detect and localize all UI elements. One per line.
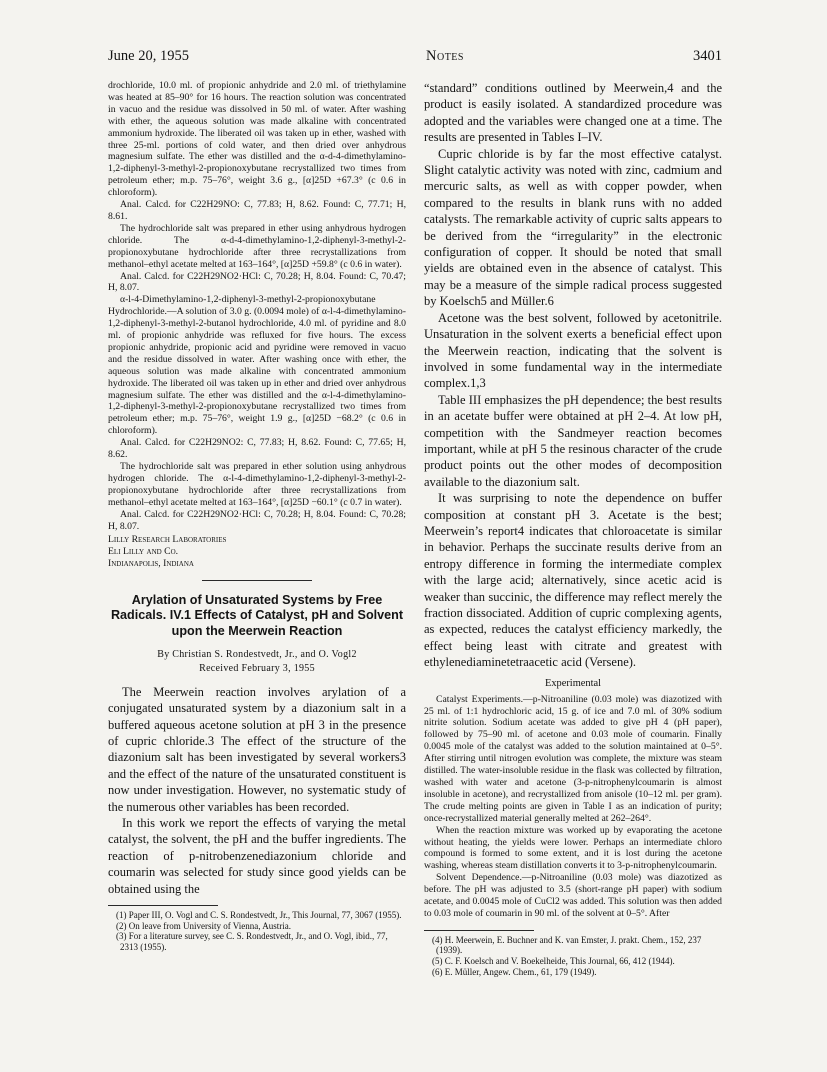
article-authors: By Christian S. Rondestvedt, Jr., and O. Vogl2 xyxy=(157,648,357,660)
article-title: Arylation of Unsaturated Systems by Free Radicals. IV.1 Effects of Catalyst, pH and Solvent upon the Meerwein Reaction xyxy=(110,593,404,638)
body-paragraph: In this work we report the effects of varying the metal catalyst, the solvent, the pH and the buffer ingredients. The reaction of p-nitrobenzenediazonium chloride and coumarin was selected for study since good yields can be obtained using the xyxy=(108,816,406,896)
footnote: (2) On leave from University of Vienna, Austria. xyxy=(116,920,291,931)
analysis-line: Anal. Calcd. for C22H29NO2·HCl: C, 70.28; H, 8.04. Found: C, 70.28; H, 8.07. xyxy=(108,508,406,532)
experimental-paragraph: Solvent Dependence.—p-Nitroaniline (0.03 mole) was diazotized as before. The pH was adjusted to 3.5 (short-range pH paper) with sodium acetate, and 0.0045 mole of CuCl2 was added. This solution was then added to 0.03 mole of coumarin in 90 ml. of the solvent at 0–5°. After xyxy=(424,872,722,919)
footnote: (4) H. Meerwein, E. Buchner and K. van Emster, J. prakt. Chem., 152, 237 (1939). xyxy=(432,934,702,956)
body-paragraph: Cupric chloride is by far the most effective catalyst. Slight catalytic activity was noted with zinc, cadmium and mercuric salts, as well as with copper powder, when compared to the results in blank runs with no added catalysts. The remarkable activity of cupric salts appears to be derived from the “irregularity” in the electronic configuration of copper. It should be noted that small yields are obtained even in the absence of catalyst. This may be a measure of the simple radical process suggested by Koelsch5 and Müller.6 xyxy=(424,146,722,309)
footnote: (5) C. F. Koelsch and V. Boekelheide, This Journal, 66, 412 (1944). xyxy=(432,956,675,967)
experimental-paragraph: When the reaction mixture was worked up by evaporating the acetone without heating, the yields were lower. Perhaps an intermediate chloro compound is formed to some extent, and it is lost during the acetone washing, whereas steam distillation converts it to 3-p-nitrophenylcoumarin. xyxy=(424,824,722,872)
paragraph: The hydrochloride salt was prepared in ether using anhydrous hydrogen chloride. The α-d-4-dimethylamino-1,2-diphenyl-3-methyl-2-propionoxybutane hydrochloride after three recrystallizations from methanol–ethyl acetate melted at 163–164°, [α]25D +59.8° (c 0.6 in water). xyxy=(108,222,406,270)
right-column xyxy=(424,80,722,977)
paragraph: The hydrochloride salt was prepared in ether solution using anhydrous hydrogen chloride. The α-l-4-dimethylamino-1,2-diphenyl-3-methyl-2-propionoxybutane hydrochloride after three recrystallizations from methanol–ethyl acetate melted at 163–164°, [α]25D −60.1° (c 0.7 in water). xyxy=(108,461,406,508)
body-paragraph: Table III emphasizes the pH dependence; the best results in an acetate buffer were obtained at pH 2–4. At low pH, competition with the Sandmeyer reaction becomes important, while at pH 5 the resinous character of the crude product points out the other modes of decomposition available to the diazonium salt. xyxy=(424,392,722,489)
body-paragraph: “standard” conditions outlined by Meerwein,4 and the product is easily isolated. A standardized procedure was adopted and the variables were changed one at a time. The results are presented in Tables I–IV. xyxy=(424,81,722,145)
received-date: Received February 3, 1955 xyxy=(199,662,315,674)
experimental-paragraph: Catalyst Experiments.—p-Nitroaniline (0.03 mole) was diazotized with 25 ml. of 1:1 hydrochloric acid, 15 g. of ice and 7.0 ml. of 30% sodium nitrite solution. Sodium acetate was added to give pH 4 (pH paper), followed by 75–90 ml. of acetone and 0.03 mole of coumarin. Finally 0.0045 mole of the catalyst was added to the solution maintained at 0–5°. After stirring until nitrogen evolution was complete, the mixture was steam distilled. The water-insoluble residue in the flask was collected by filtration, washed with water and acetone (3-p-nitrophenylcoumarin is almost insoluble in acetone), and recrystallized from anisole (10–12 ml. per gram). The crude melting points are given in Table I as an indication of purity; once-recrystallized material generally melted at 262–264°. xyxy=(424,693,722,824)
analysis-line: Anal. Calcd. for C22H29NO2: C, 77.83; H, 8.62. Found: C, 77.65; H, 8.62. xyxy=(108,437,406,461)
header-date: June 20, 1955 xyxy=(108,48,189,64)
body-paragraph: The Meerwein reaction involves arylation of a conjugated unsaturated system by a diazonium salt in a buffered aqueous acetone solution at pH 3 in the presence of cupric chloride.3 The effect of the structure of the diazonium salt has been investigated by several workers3 and the effect of the nature of the unsaturated constituent is now under investigation. However, no systematic study of the numerous other variables has been recorded. xyxy=(108,684,406,814)
footnote: (1) Paper III, O. Vogl and C. S. Rondestvedt, Jr., This Journal, 77, 3067 (1955). xyxy=(116,910,402,921)
affiliation-line: Eli Lilly and Co. xyxy=(108,546,179,558)
footnote: (3) For a literature survey, see C. S. Rondestvedt, Jr., and O. Vogl, ibid., 77, 2313 (1955). xyxy=(116,931,388,952)
footnote-divider xyxy=(424,930,534,931)
affiliation-line: Lilly Research Laboratories xyxy=(108,534,227,546)
section-divider xyxy=(202,580,312,581)
footnote: (6) E. Müller, Angew. Chem., 61, 179 (1949). xyxy=(432,966,597,977)
body-paragraph: It was surprising to note the dependence on buffer composition at constant pH 3. Acetate is the best; Meerwein’s report4 indicates that chloroacetate is similar in behavior. Perhaps the succinate results derive from an entropy difference in forming the intermediate complex with the large acid; alternatively, since acetic acid is weaker than succinic, the difference may reflect merely the fraction dissociated. Addition of cupric complexing agents, as expected, reduces the catalyst efficiency markedly, the effect being least with citrate and greatest with ethylenediaminetetraacetic acid (Versene). xyxy=(424,491,722,670)
body-paragraph: Acetone was the best solvent, followed by acetonitrile. Unsaturation in the solvent exerts a beneficial effect upon the Meerwein reaction, indicating that the solvent is involved in some fundamental way in the intermediate complex.1,3 xyxy=(424,310,722,391)
analysis-line: Anal. Calcd. for C22H29NO: C, 77.83; H, 8.62. Found: C, 77.71; H, 8.61. xyxy=(108,199,406,222)
running-header xyxy=(108,48,722,70)
header-section: Notes xyxy=(426,48,464,64)
experimental-heading: Experimental xyxy=(545,677,601,689)
affiliation-line: Indianapolis, Indiana xyxy=(108,558,194,570)
left-column xyxy=(108,80,406,952)
paragraph: α-l-4-Dimethylamino-1,2-diphenyl-3-methyl-2-propionoxybutane Hydrochloride.—A solution of 3.0 g. (0.0094 mole) of α-l-4-dimethylamino-1,2-diphenyl-3-methyl-2-butanol hydrochloride, 4.0 ml. of pyridine and 8.0 ml. of propionic anhydride was refluxed for five hours. The excess propionic anhydride, propionic acid and pyridine were removed in vacuo and the residue dissolved in water. After washing once with ether, the aqueous solution was made alkaline with concentrated ammonium hydroxide. The liberated oil was taken up in ether and dried over anhydrous magnesium sulfate. The ether was distilled and the α-l-4-dimethylamino-1,2-diphenyl-3-methyl-2-propionoxybutane recrystallized two times from petroleum ether; m.p. 75–76°, weight 1.9 g., [α]25D −68.2° (c 0.6 in chloroform). xyxy=(108,294,406,437)
header-page-number: 3401 xyxy=(693,48,722,64)
analysis-line: Anal. Calcd. for C22H29NO2·HCl: C, 70.28; H, 8.04. Found: C, 70.47; H, 8.07. xyxy=(108,270,406,294)
footnote-divider xyxy=(108,905,218,906)
paragraph: drochloride, 10.0 ml. of propionic anhydride and 2.0 ml. of triethylamine was heated at 85–90° for 16 hours. The reaction solution was concentrated in vacuo and the residue was dissolved in 50 ml. of water. After washing with ether, the aqueous solution was made alkaline with concentrated ammonium hydroxide. The liberated oil was taken up in ether, washed with three 25-ml. portions of cold water, and then dried over anhydrous magnesium sulfate. The ether was distilled and the α-d-4-dimethylamino-1,2-diphenyl-3-methyl-2-propionoxybutane recrystallized two times from petroleum ether; m.p. 75–76°, weight 3.6 g., [α]25D +67.3° (c 0.6 in chloroform). xyxy=(108,80,406,199)
